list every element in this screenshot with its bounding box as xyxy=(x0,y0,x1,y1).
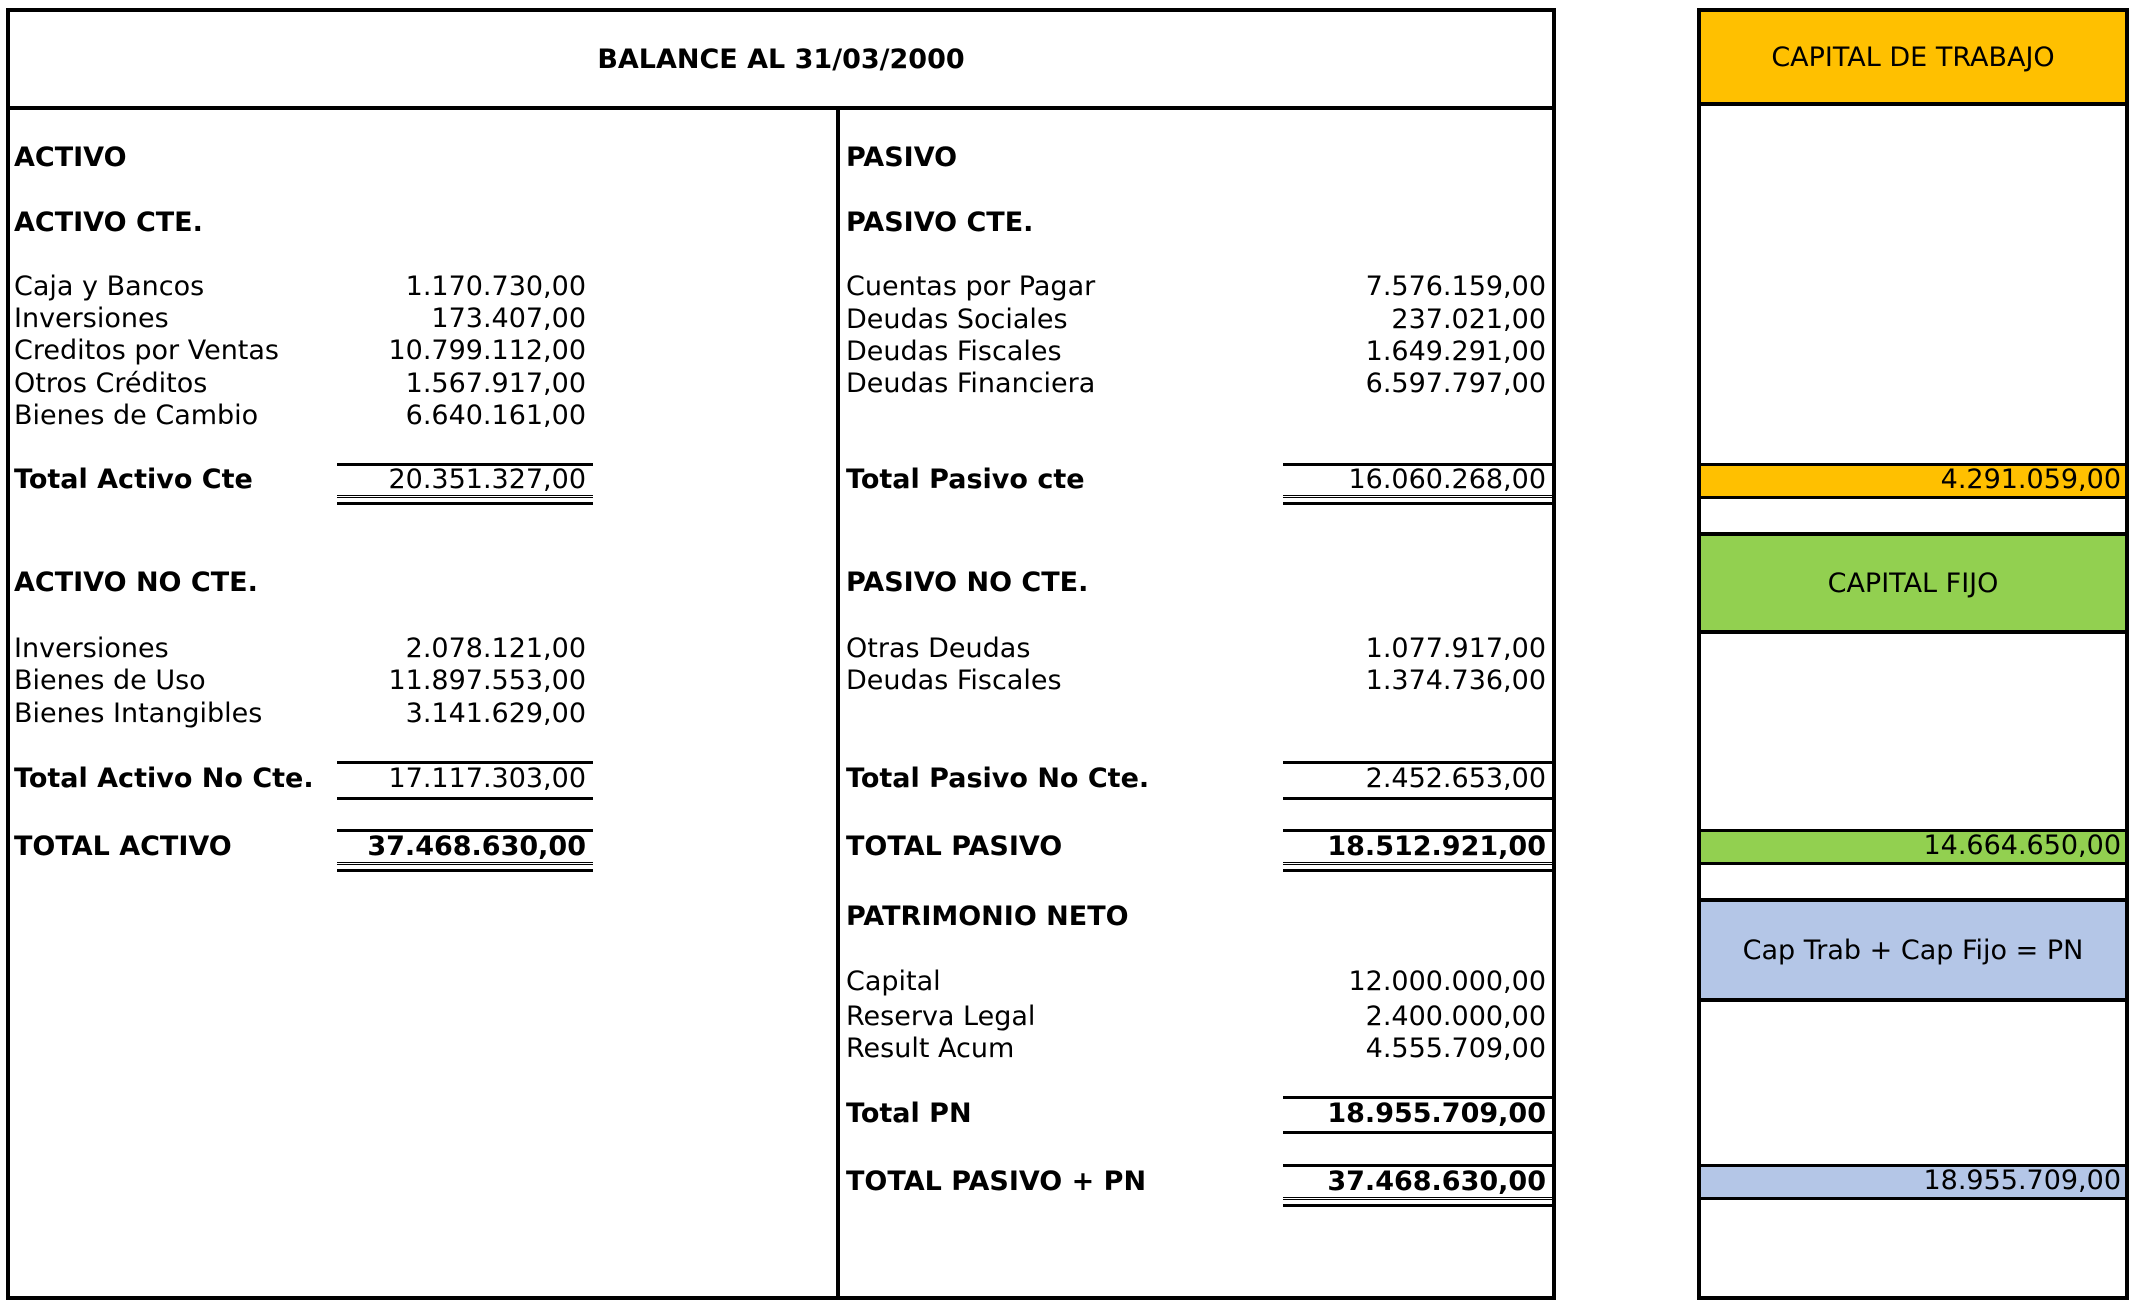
pasivo-cte-value: 7.576.159,00 xyxy=(1365,271,1546,302)
capital-fijo-value: 14.664.650,00 xyxy=(1701,829,2125,865)
formula-value: 18.955.709,00 xyxy=(1701,1164,2125,1200)
activo-heading: ACTIVO xyxy=(14,142,127,173)
total-activo-value: 37.468.630,00 xyxy=(367,831,586,862)
pn-value: 2.400.000,00 xyxy=(1365,1001,1546,1032)
total-double-rule xyxy=(1283,495,1552,505)
capital-trabajo-value: 4.291.059,00 xyxy=(1701,463,2125,499)
total-pn-value: 18.955.709,00 xyxy=(1327,1098,1546,1129)
pasivo-cte-label: Deudas Financiera xyxy=(846,368,1096,399)
capital-trabajo-header: CAPITAL DE TRABAJO xyxy=(1701,12,2125,106)
activo-nocte-total-label: Total Activo No Cte. xyxy=(14,763,314,794)
title-divider xyxy=(6,106,1556,110)
pasivo-cte-total-label: Total Pasivo cte xyxy=(846,464,1085,495)
total-rule xyxy=(1283,797,1552,800)
total-pasivo-value: 18.512.921,00 xyxy=(1327,831,1546,862)
total-rule xyxy=(337,797,593,800)
activo-cte-value: 6.640.161,00 xyxy=(405,400,586,431)
activo-cte-value: 10.799.112,00 xyxy=(388,335,586,366)
total-pasivo-label: TOTAL PASIVO xyxy=(846,831,1063,862)
activo-cte-label: Caja y Bancos xyxy=(14,271,205,302)
pasivo-cte-heading: PASIVO CTE. xyxy=(846,207,1034,238)
activo-cte-label: Bienes de Cambio xyxy=(14,400,259,431)
capital-fijo-header: CAPITAL FIJO xyxy=(1701,532,2125,634)
total-double-rule xyxy=(337,862,593,872)
activo-cte-value: 1.567.917,00 xyxy=(405,368,586,399)
pasivo-cte-value: 6.597.797,00 xyxy=(1365,368,1546,399)
pn-label: Capital xyxy=(846,966,941,997)
pasivo-cte-total-value: 16.060.268,00 xyxy=(1348,464,1546,495)
activo-cte-label: Otros Créditos xyxy=(14,368,208,399)
activo-nocte-total-value: 17.117.303,00 xyxy=(388,763,586,794)
pn-label: Reserva Legal xyxy=(846,1001,1036,1032)
pasivo-cte-value: 1.649.291,00 xyxy=(1365,336,1546,367)
activo-cte-value: 1.170.730,00 xyxy=(405,271,586,302)
pasivo-cte-label: Deudas Sociales xyxy=(846,304,1068,335)
column-divider xyxy=(836,106,840,1300)
activo-nocte-label: Inversiones xyxy=(14,633,169,664)
activo-cte-total-value: 20.351.327,00 xyxy=(388,464,586,495)
pasivo-nocte-value: 1.077.917,00 xyxy=(1365,633,1546,664)
pn-value: 4.555.709,00 xyxy=(1365,1033,1546,1064)
pasivo-nocte-label: Otras Deudas xyxy=(846,633,1031,664)
pasivo-nocte-label: Deudas Fiscales xyxy=(846,665,1062,696)
grand-total-label: TOTAL PASIVO + PN xyxy=(846,1166,1147,1197)
activo-cte-value: 173.407,00 xyxy=(431,303,586,334)
activo-cte-label: Inversiones xyxy=(14,303,169,334)
formula-header: Cap Trab + Cap Fijo = PN xyxy=(1701,898,2125,1002)
activo-nocte-label: Bienes Intangibles xyxy=(14,698,263,729)
pasivo-cte-label: Deudas Fiscales xyxy=(846,336,1062,367)
pasivo-cte-label: Cuentas por Pagar xyxy=(846,271,1096,302)
activo-nocte-value: 3.141.629,00 xyxy=(405,698,586,729)
total-double-rule xyxy=(1283,1197,1552,1207)
balance-title: BALANCE AL 31/03/2000 xyxy=(597,43,965,75)
pn-value: 12.000.000,00 xyxy=(1348,966,1546,997)
activo-nocte-heading: ACTIVO NO CTE. xyxy=(14,567,258,598)
pasivo-nocte-heading: PASIVO NO CTE. xyxy=(846,567,1089,598)
side-panel-frame xyxy=(1697,8,2129,1300)
pasivo-heading: PASIVO xyxy=(846,142,958,173)
pasivo-nocte-value: 1.374.736,00 xyxy=(1365,665,1546,696)
total-pn-label: Total PN xyxy=(846,1098,972,1129)
pasivo-cte-value: 237.021,00 xyxy=(1391,304,1546,335)
pasivo-nocte-total-label: Total Pasivo No Cte. xyxy=(846,763,1150,794)
activo-nocte-label: Bienes de Uso xyxy=(14,665,206,696)
pasivo-nocte-total-value: 2.452.653,00 xyxy=(1365,763,1546,794)
total-double-rule xyxy=(337,495,593,505)
pn-heading: PATRIMONIO NETO xyxy=(846,901,1129,932)
pn-label: Result Acum xyxy=(846,1033,1015,1064)
activo-nocte-value: 2.078.121,00 xyxy=(405,633,586,664)
activo-nocte-value: 11.897.553,00 xyxy=(388,665,586,696)
activo-cte-heading: ACTIVO CTE. xyxy=(14,207,203,238)
total-double-rule xyxy=(1283,862,1552,872)
total-rule xyxy=(1283,1131,1552,1134)
activo-cte-label: Creditos por Ventas xyxy=(14,335,280,366)
activo-cte-total-label: Total Activo Cte xyxy=(14,464,253,495)
grand-total-value: 37.468.630,00 xyxy=(1327,1166,1546,1197)
total-activo-label: TOTAL ACTIVO xyxy=(14,831,232,862)
